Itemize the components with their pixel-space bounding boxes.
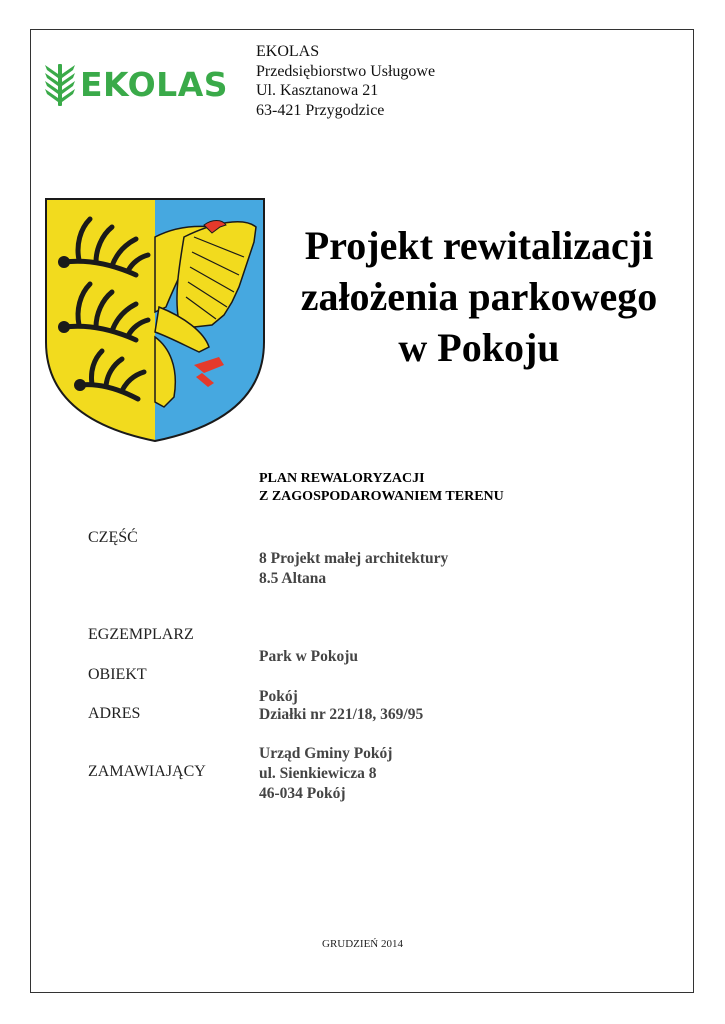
company-name: EKOLAS: [256, 43, 320, 60]
page-frame: [30, 29, 694, 993]
plan-heading: [259, 470, 504, 506]
title-line-1: Projekt rewitalizacji: [304, 223, 654, 268]
plan-line-2: Z ZAGOSPODAROWANIEM TERENU: [259, 489, 504, 504]
company-city: 63-421 Przygodzice: [256, 101, 385, 119]
title-line-3: w Pokoju: [398, 325, 560, 370]
value-address-line-2: Działki nr 221/18, 369/95: [259, 706, 424, 723]
value-part-line-1: 8 Projekt małej architektury: [259, 550, 449, 567]
plan-line-1: PLAN REWALORYZACJI: [259, 471, 425, 486]
document-title: [272, 220, 686, 373]
ekolas-logo: [44, 62, 229, 108]
value-address-line-1: Pokój: [259, 688, 298, 705]
label-object: OBIEKT: [88, 666, 147, 683]
value-part-line-2: 8.5 Altana: [259, 570, 327, 587]
value-object: Park w Pokoju: [259, 648, 359, 665]
value-client-line-1: Urząd Gminy Pokój: [259, 745, 393, 762]
value-client-line-3: 46-034 Pokój: [259, 785, 346, 802]
logo-text: EKOLAS: [80, 65, 229, 104]
company-street: Ul. Kasztanowa 21: [256, 82, 379, 99]
label-address: ADRES: [88, 705, 141, 722]
company-type: Przedsiębiorstwo Usługowe: [256, 62, 436, 80]
value-client-line-2: ul. Sienkiewicza 8: [259, 765, 377, 782]
footer-date: GRUDZIEŃ 2014: [322, 938, 403, 950]
label-copy: EGZEMPLARZ: [88, 626, 194, 643]
label-part: CZĘŚĆ: [88, 529, 138, 546]
company-address-block: [256, 42, 435, 120]
coat-of-arms-icon: [44, 197, 266, 443]
spruce-branch-icon: [44, 62, 76, 108]
title-line-2: założenia parkowego: [300, 274, 658, 319]
label-client: ZAMAWIAJĄCY: [88, 763, 206, 780]
